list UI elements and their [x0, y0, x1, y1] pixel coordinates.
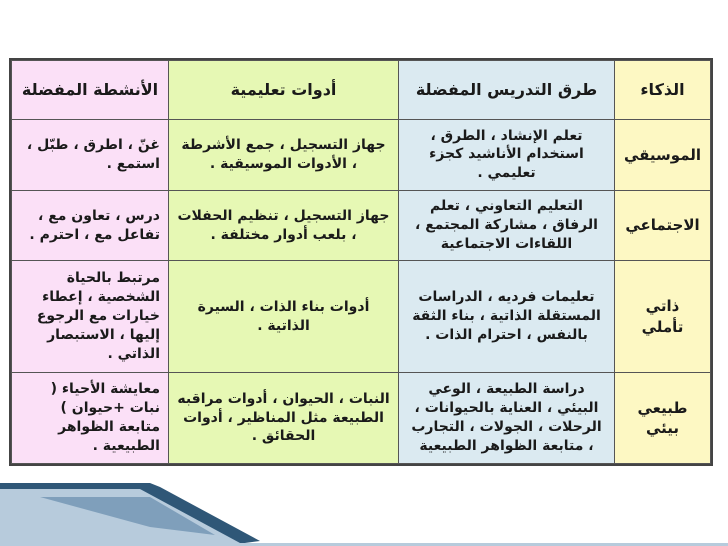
row-activities: معايشة الأحياء ( نبات +حيوان ) متابعة الظواهر الطبيعية . — [12, 372, 169, 463]
row-tools: جهاز التسجيل ، تنظيم الحفلات ، بلعب أدوار مختلفة . — [169, 190, 399, 261]
header-activities: الأنشطة المفضلة — [12, 61, 169, 120]
table-row — [12, 120, 711, 191]
header-tools: أدوات تعليمية — [169, 61, 399, 120]
intelligence-table — [9, 58, 713, 466]
row-intelligence: الموسيقي — [615, 120, 711, 191]
row-intelligence: ذاتي تأملي — [615, 261, 711, 372]
row-teaching-methods: تعليمات فرديه ، الدراسات المستقلة الذاتية ، بناء الثقة بالنفس ، احترام الذات . — [399, 261, 615, 372]
header-teaching-methods: طرق التدريس المفضلة — [399, 61, 615, 120]
row-tools: النبات ، الحيوان ، أدوات مراقبه الطبيعة مثل المناظير ، أدوات الحقائق . — [169, 372, 399, 463]
row-teaching-methods: التعليم التعاوني ، تعلم الرفاق ، مشاركة المجتمع ، اللقاءات الاجتماعية — [399, 190, 615, 261]
header-intelligence: الذكاء — [615, 61, 711, 120]
row-intelligence: الاجتماعي — [615, 190, 711, 261]
row-tools: جهاز التسجيل ، جمع الأشرطة ، الأدوات الموسيقية . — [169, 120, 399, 191]
table-row — [12, 190, 711, 261]
row-activities: درس ، تعاون مع ، تفاعل مع ، احترم . — [12, 190, 169, 261]
row-teaching-methods: دراسة الطبيعة ، الوعي البيئي ، العناية بالحيوانات ، الرحلات ، الجولات ، التجارب ، متابعة الظواهر الطبيعية — [399, 372, 615, 463]
row-activities: مرتبط بالحياة الشخصية ، إعطاء خيارات مع الرجوع إليها ، الاستبصار الذاتي . — [12, 261, 169, 372]
slide-decor-swoosh — [0, 477, 728, 546]
header-row — [12, 61, 711, 120]
row-teaching-methods: تعلم الإنشاد ، الطرق ، استخدام الأناشيد كجزء تعليمي . — [399, 120, 615, 191]
row-activities: غنّ ، اطرق ، طبّل ، استمع . — [12, 120, 169, 191]
table-row — [12, 372, 711, 463]
table-row — [12, 261, 711, 372]
row-tools: أدوات بناء الذات ، السيرة الذاتية . — [169, 261, 399, 372]
intelligence-table-grid — [11, 60, 711, 464]
row-intelligence: طبيعي بيئي — [615, 372, 711, 463]
